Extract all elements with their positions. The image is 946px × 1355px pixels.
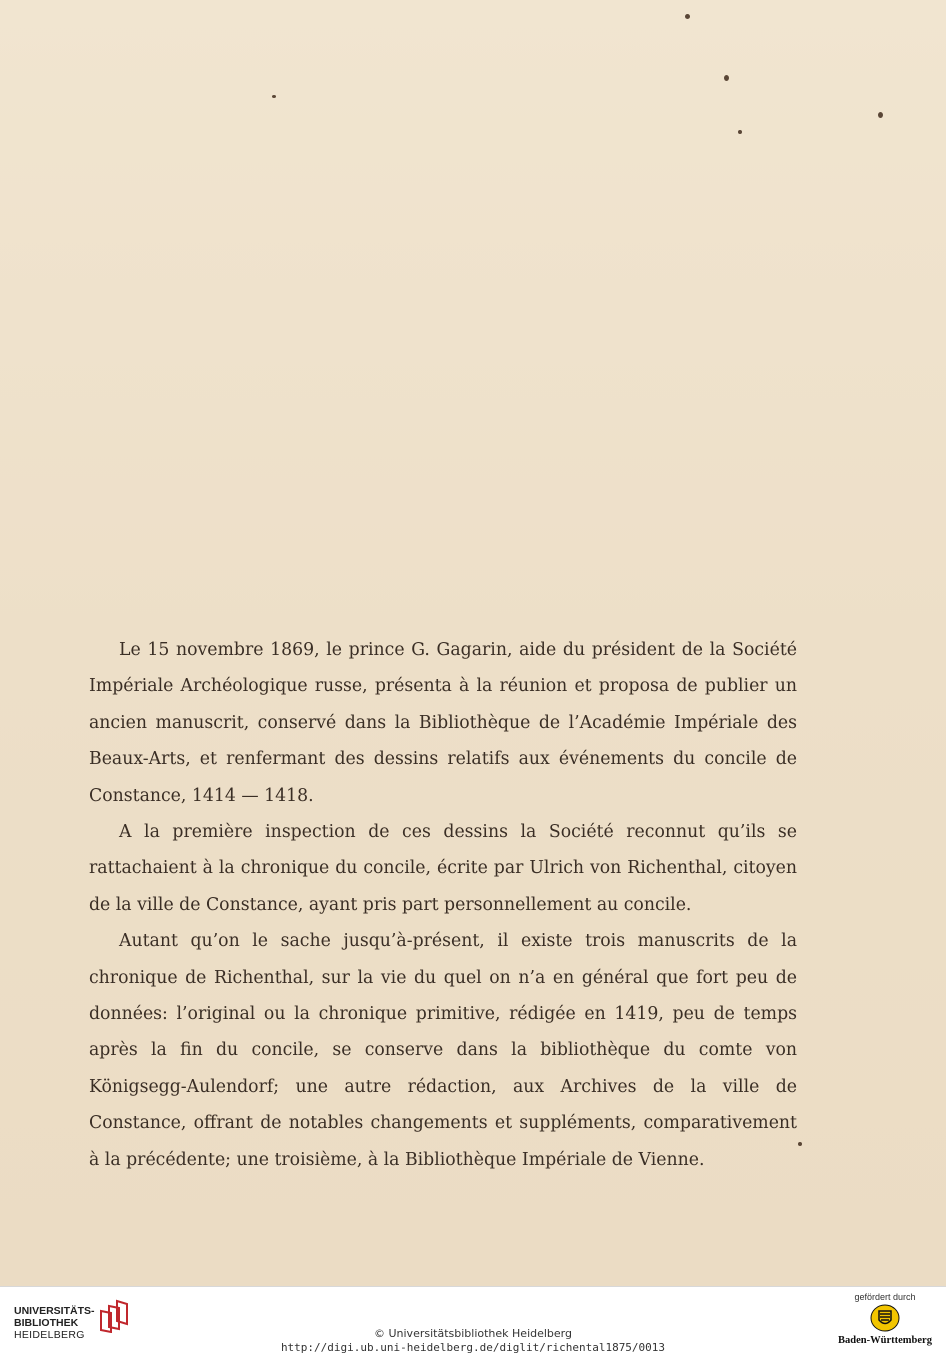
paper-speck	[798, 1142, 802, 1146]
library-name-line: BIBLIOTHEK	[14, 1317, 79, 1329]
library-name-line: UNIVERSITÄTS-	[14, 1305, 95, 1317]
footer-bar	[0, 1286, 946, 1355]
paper-speck	[724, 75, 729, 81]
paragraph: A la première inspection de ces dessins la Société reconnut qu’ils se rattachaient à la chronique du concile, écrite par Ulrich von Richenthal, citoyen de la ville de Constance, ayant pris part personnellement au concile.	[89, 822, 797, 915]
funder-name: Baden-Württemberg	[838, 1335, 932, 1346]
paper-speck	[272, 95, 276, 98]
paper-speck	[878, 112, 883, 118]
paragraph: Le 15 novembre 1869, le prince G. Gagarin, aide du président de la Société Impériale Archéologique russe, présenta à la réunion et proposa de publier un ancien manuscrit, conservé dans la Bibliothèque de l’Académie Impériale des Beaux-Arts, et renfermant des dessins relatifs aux événements du concile de Constance, 1414 — 1418.	[89, 640, 797, 806]
coat-of-arms-icon	[870, 1304, 900, 1332]
body-text	[89, 632, 797, 1178]
paper-speck	[738, 130, 742, 134]
paragraph: Autant qu’on le sache jusqu’à-présent, il existe trois manuscrits de la chronique de Richenthal, sur la vie du quel on n’a en général que fort peu de données: l’original ou la chronique primitive, rédigée en 1419, peu de temps après la fin du concile, se conserve dans la bibliothèque du comte von Königsegg-Aulendorf; une autre rédaction, aux Archives de la ville de Constance, offrant de notables changements et suppléments, comparativement à la précédente; une troisième, à la Bibliothèque Impériale de Vienne.	[89, 931, 797, 1170]
funded-by-label: gefördert durch	[854, 1292, 916, 1302]
copyright-text: © Universitätsbibliothek Heidelberg	[373, 1327, 572, 1340]
library-name-line: HEIDELBERG	[14, 1329, 85, 1341]
paper-speck	[685, 14, 690, 19]
permalink-url[interactable]: http://digi.ub.uni-heidelberg.de/diglit/richental1875/0013	[280, 1341, 666, 1354]
